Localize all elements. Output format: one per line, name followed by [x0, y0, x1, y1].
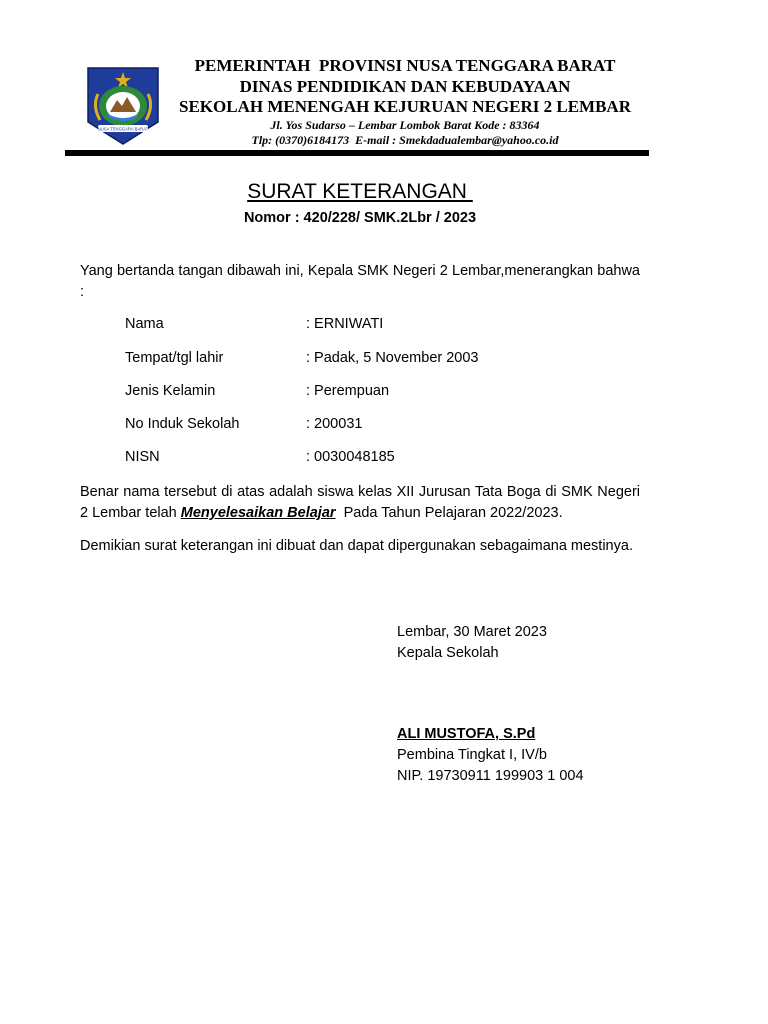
letterhead: [160, 56, 650, 148]
field-label: Nama: [125, 316, 164, 332]
signature-position: Kepala Sekolah: [397, 645, 499, 661]
body-paragraph: Benar nama tersebut di atas adalah siswa kelas XII Jurusan Tata Boga di SMK Negeri 2 Lembar telah Menyelesaikan Belajar Pada Tahun Pelajaran 2022/2023.: [80, 484, 640, 521]
field-label: Tempat/tgl lahir: [125, 350, 224, 366]
letterhead-divider: [65, 150, 649, 156]
field-value: : 0030048185: [306, 449, 395, 465]
field-label: Jenis Kelamin: [125, 383, 216, 399]
closing-paragraph: Demikian surat keterangan ini dibuat dan dapat dipergunakan sebagaimana mestinya.: [80, 538, 633, 554]
emphasis-text: Menyelesaikan Belajar: [180, 505, 336, 521]
field-value: : ERNIWATI: [306, 316, 384, 332]
field-value: : Perempuan: [306, 383, 390, 399]
logo-text: NUSA TENGGARA BARAT: [97, 126, 149, 132]
letterhead-government: PEMERINTAH PROVINSI NUSA TENGGARA BARAT: [194, 56, 616, 75]
field-value: : Padak, 5 November 2003: [306, 350, 479, 366]
letterhead-school: SEKOLAH MENENGAH KEJURUAN NEGERI 2 LEMBAR: [179, 97, 631, 116]
provincial-emblem-logo: [84, 64, 162, 146]
signatory-name: ALI MUSTOFA, S.Pd: [397, 726, 536, 742]
field-label: NISN: [125, 449, 160, 465]
letterhead-contact: Tlp: (0370)6184173 E-mail : Smekdadualembar@yahoo.co.id: [251, 132, 559, 147]
field-label: No Induk Sekolah: [125, 416, 240, 432]
letterhead-address: Jl. Yos Sudarso – Lembar Lombok Barat Kode : 83364: [270, 117, 540, 132]
intro-paragraph: Yang bertanda tangan dibawah ini, Kepala SMK Negeri 2 Lembar,menerangkan bahwa :: [80, 263, 640, 300]
letter-number: Nomor : 420/228/ SMK.2Lbr / 2023: [243, 210, 477, 226]
signatory-nip: NIP. 19730911 199903 1 004: [397, 768, 584, 784]
signature-place-date: Lembar, 30 Maret 2023: [397, 624, 547, 640]
signatory-rank: Pembina Tingkat I, IV/b: [397, 747, 547, 763]
letter-title: SURAT KETERANGAN: [247, 180, 467, 203]
letterhead-agency: DINAS PENDIDIKAN DAN KEBUDAYAAN: [239, 76, 571, 96]
field-value: : 200031: [306, 416, 363, 432]
